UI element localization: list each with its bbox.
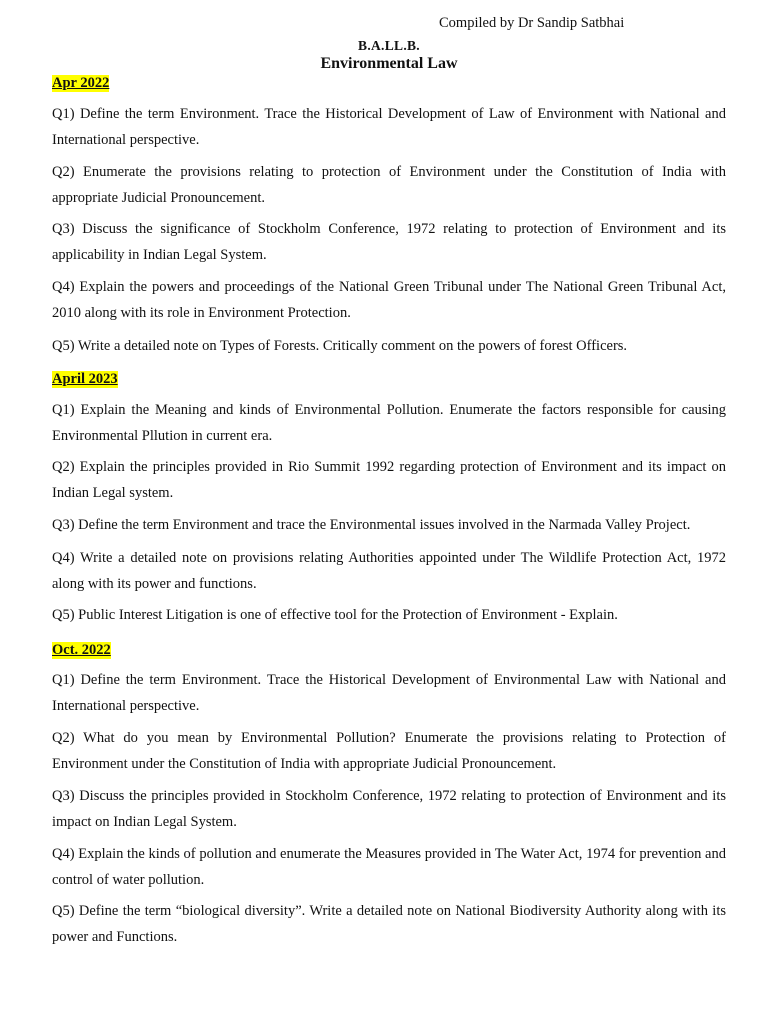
question-item: Q3) Discuss the principles provided in Stockholm Conference, 1972 relating to protection of Environment and its impact on Indian Legal System. (52, 788, 726, 830)
question-item: Q2) What do you mean by Environmental Pollution? Enumerate the provisions relating to Protection of Environment under the Constitution of India with appropriate Judicial Pronouncement. (52, 730, 726, 772)
question-item: Q2) Explain the principles provided in Rio Summit 1992 regarding protection of Environment and its impact on Indian Legal system. (52, 459, 726, 501)
section-heading-april-2023 (52, 370, 726, 388)
compiled-by-line: Compiled by Dr Sandip Satbhai (439, 15, 625, 31)
question-item: Q4) Explain the kinds of pollution and enumerate the Measures provided in The Water Act, 1974 for prevention and control of water pollution. (52, 846, 726, 888)
question-item: Q4) Explain the powers and proceedings of the National Green Tribunal under The National Green Tribunal Act, 2010 along with its role in Environment Protection. (52, 279, 726, 321)
course-title: B.A.LL.B. (358, 38, 420, 53)
section-label: April 2023 (52, 371, 118, 387)
question-item: Q5) Write a detailed note on Types of Forests. Critically comment on the powers of forest Officers. (52, 338, 628, 354)
subject-title: Environmental Law (320, 55, 458, 72)
section-label: Oct. 2022 (52, 642, 111, 658)
question-item: Q3) Discuss the significance of Stockholm Conference, 1972 relating to protection of Environment and its applicability in Indian Legal System. (52, 221, 726, 263)
question-item: Q1) Explain the Meaning and kinds of Environmental Pollution. Enumerate the factors responsible for causing Environmental Pllution in current era. (52, 402, 726, 444)
section-heading-oct-2022 (52, 641, 726, 659)
question-item: Q5) Public Interest Litigation is one of effective tool for the Protection of Environment - Explain. (52, 607, 618, 623)
section-heading-apr-2022 (52, 74, 726, 92)
question-item: Q1) Define the term Environment. Trace the Historical Development of Law of Environment with National and International perspective. (52, 106, 726, 148)
question-item: Q5) Define the term “biological diversity”. Write a detailed note on National Biodiversity Authority along with its power and Functions. (52, 903, 726, 945)
section-label: Apr 2022 (52, 75, 110, 91)
question-item: Q4) Write a detailed note on provisions relating Authorities appointed under The Wildlife Protection Act, 1972 along with its power and functions. (52, 550, 726, 592)
question-item: Q2) Enumerate the provisions relating to protection of Environment under the Constitution of India with appropriate Judicial Pronouncement. (52, 164, 726, 206)
question-item: Q3) Define the term Environment and trace the Environmental issues involved in the Narmada Valley Project. (52, 517, 691, 533)
question-item: Q1) Define the term Environment. Trace the Historical Development of Environmental Law with National and International perspective. (52, 672, 726, 714)
